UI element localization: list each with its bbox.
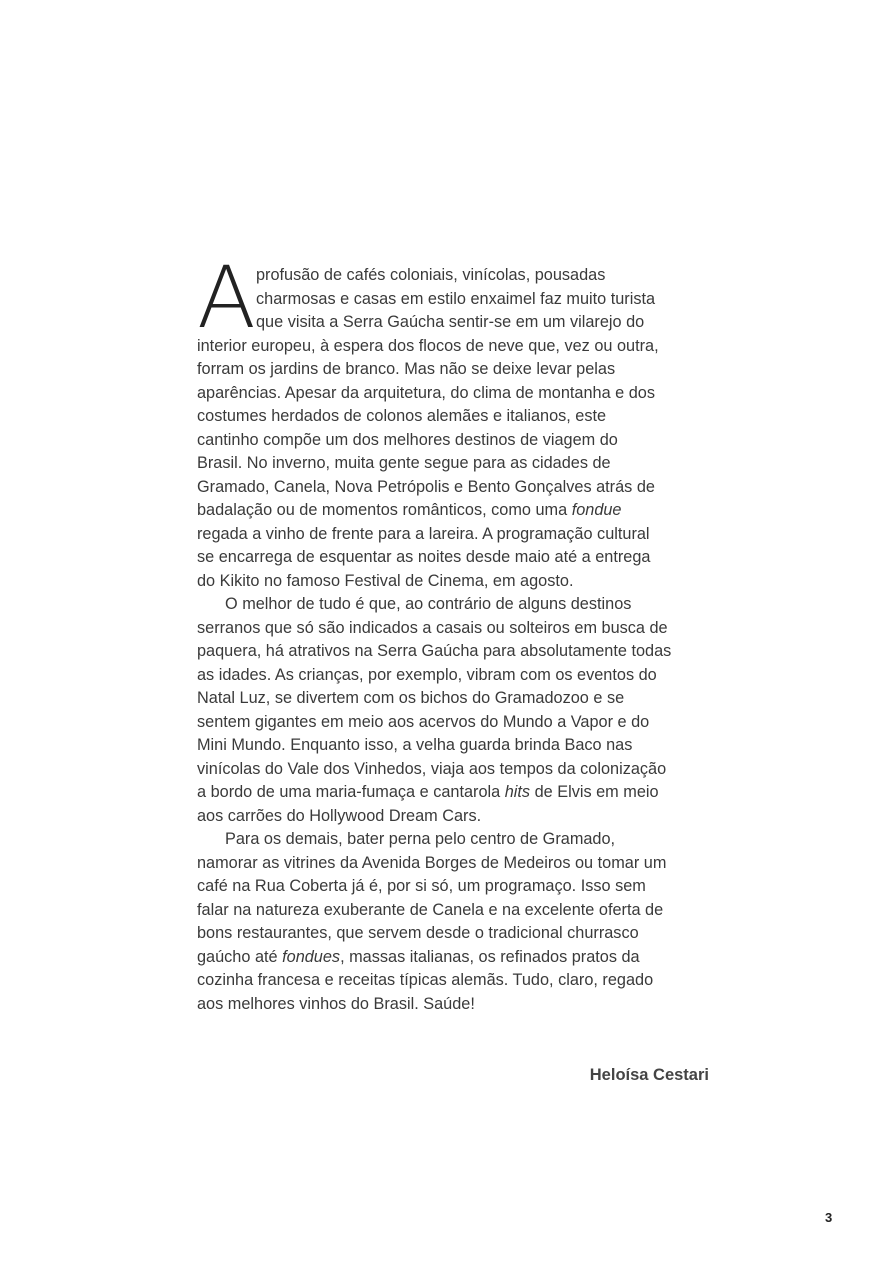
text-line: do Kikito no famoso Festival de Cinema, em agosto. xyxy=(197,571,574,590)
text-line: namorar as vitrines da Avenida Borges de Medeiros ou tomar um xyxy=(197,853,667,872)
text-line: aos carrões do Hollywood Dream Cars. xyxy=(197,806,482,825)
text-line: Mini Mundo. Enquanto isso, a velha guarda brinda Baco nas xyxy=(197,736,633,754)
text-line: interior europeu, à espera dos flocos de neve que, vez ou outra, xyxy=(197,336,659,355)
text-line: vinícolas do Vale dos Vinhedos, viaja aos tempos da colonização xyxy=(197,759,667,778)
text-line xyxy=(197,499,709,523)
text-line: aos melhores vinhos do Brasil. Saúde! xyxy=(197,994,475,1013)
paragraph-2 xyxy=(197,593,709,828)
dropcap-letter: A xyxy=(197,248,254,348)
text-line: cantinho compõe um dos melhores destinos de viagem do xyxy=(197,430,618,449)
text-segment: a bordo de uma maria-fumaça e cantarola xyxy=(197,783,501,801)
text-line: profusão de cafés coloniais, vinícolas, pousadas xyxy=(256,266,606,284)
page-number: 3 xyxy=(825,1210,833,1225)
text-line: charmosas e casas em estilo enxaimel faz muito turista xyxy=(256,289,656,308)
text-line xyxy=(197,781,709,805)
paragraph-3 xyxy=(197,828,709,1016)
text-line: Gramado, Canela, Nova Petrópolis e Bento Gonçalves atrás de xyxy=(197,477,655,496)
text-line: regada a vinho de frente para a lareira. A programação cultural xyxy=(197,524,650,543)
text-line: se encarrega de esquentar as noites desde maio até a entrega xyxy=(197,548,651,566)
text-line: bons restaurantes, que servem desde o tradicional churrasco xyxy=(197,924,639,942)
text-line: que visita a Serra Gaúcha sentir-se em um vilarejo do xyxy=(256,313,645,331)
author-signature: Heloísa Cestari xyxy=(589,1066,709,1084)
text-line: café na Rua Coberta já é, por si só, um programaço. Isso sem xyxy=(197,877,646,895)
text-line: serranos que só são indicados a casais ou solteiros em busca de xyxy=(197,618,668,637)
text-line: Para os demais, bater perna pelo centro de Gramado, xyxy=(225,830,616,848)
text-line: sentem gigantes em meio aos acervos do Mundo a Vapor e do xyxy=(197,712,650,731)
italic-term: fondues xyxy=(282,947,341,966)
text-segment: , massas italianas, os refinados pratos da xyxy=(340,947,640,966)
text-line: paquera, há atrativos na Serra Gaúcha para absolutamente todas xyxy=(197,642,672,660)
italic-term: fondue xyxy=(571,501,622,519)
text-line: Natal Luz, se divertem com os bichos do Gramadozoo e se xyxy=(197,689,625,707)
article-body xyxy=(197,248,709,1016)
text-segment: gaúcho até xyxy=(197,947,278,966)
text-line: as idades. As crianças, por exemplo, vibram com os eventos do xyxy=(197,665,657,684)
text-segment: de Elvis em meio xyxy=(534,783,659,801)
text-line: forram os jardins de branco. Mas não se deixe levar pelas xyxy=(197,360,616,378)
text-line: Brasil. No inverno, muita gente segue para as cidades de xyxy=(197,454,611,472)
text-line xyxy=(197,946,709,970)
text-line: falar na natureza exuberante de Canela e na excelente oferta de xyxy=(197,900,664,919)
italic-term: hits xyxy=(504,783,531,801)
text-line: O melhor de tudo é que, ao contrário de alguns destinos xyxy=(225,595,632,613)
text-line: costumes herdados de colonos alemães e italianos, este xyxy=(197,407,607,425)
text-segment: badalação ou de momentos românticos, como uma xyxy=(197,501,568,519)
text-line: aparências. Apesar da arquitetura, do clima de montanha e dos xyxy=(197,383,655,402)
text-line: cozinha francesa e receitas típicas alemãs. Tudo, claro, regado xyxy=(197,971,654,989)
paragraph-1 xyxy=(197,248,709,593)
